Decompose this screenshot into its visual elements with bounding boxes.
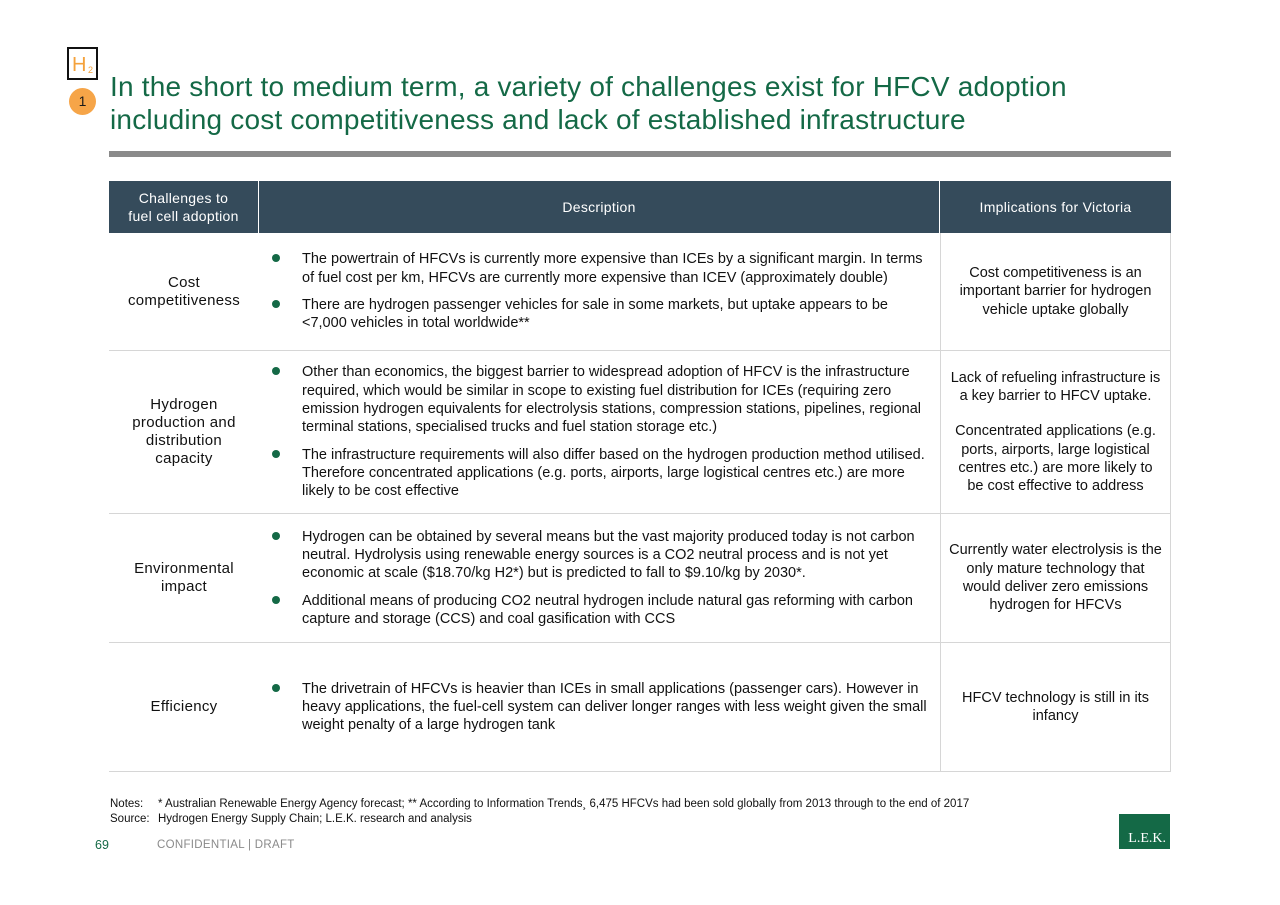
description-list <box>259 680 934 735</box>
confidentiality-label: CONFIDENTIAL | DRAFT <box>157 839 295 851</box>
challenge-label-line: Environmental <box>134 560 234 577</box>
challenge-label-line: Cost <box>167 273 201 291</box>
description-bullet <box>259 446 934 501</box>
h2-logo <box>67 47 98 80</box>
challenge-cell <box>109 643 259 771</box>
description-list <box>259 250 934 332</box>
header-challenges-line-1: Challenges to <box>138 190 229 206</box>
section-badge: 1 <box>69 88 96 115</box>
challenge-label-line: Hydrogen <box>150 396 218 413</box>
source-label: Source: <box>110 812 150 825</box>
bullet-dot-icon <box>272 367 280 375</box>
lek-logo: L.E.K. <box>1119 814 1170 849</box>
description-text: The infrastructure requirements will also differ based on the hydrogen production method utilised. Therefore concentrated applications (e.g. ports, airports, large logistical centres etc.) are more likely to be cost effective <box>302 446 925 500</box>
challenge-cell <box>109 514 259 642</box>
page-title-line-1: In the short to medium term, a variety of challenges exist for HFCV adoption <box>110 71 1067 102</box>
challenge-label-line: impact <box>161 578 207 595</box>
implication-text: Concentrated applications (e.g. ports, airports, large logistical centres etc.) are more likely to be cost effective to address <box>955 423 1156 495</box>
page-title-line-2: including cost competitiveness and lack of established infrastructure <box>110 104 966 135</box>
description-list <box>259 363 934 500</box>
title-divider <box>109 151 1171 157</box>
bullet-dot-icon <box>272 596 280 604</box>
table-row-environment <box>109 514 1171 643</box>
h2-logo-subscript: 2 <box>88 65 94 75</box>
notes-text: * Australian Renewable Energy Agency forecast; ** According to Information Trends¸ 6,475 HFCVs had been sold globally from 2013 through to the end of 2017 <box>158 798 970 810</box>
bullet-dot-icon <box>272 300 280 308</box>
table-row-efficiency <box>109 643 1171 772</box>
description-cell <box>259 514 940 642</box>
challenges-table <box>109 181 1171 772</box>
description-bullet <box>259 250 934 287</box>
header-challenges-line-2: fuel cell adoption <box>128 208 239 224</box>
header-implications: Implications for Victoria <box>979 199 1132 215</box>
challenge-label-line: production and <box>132 414 236 431</box>
description-bullet <box>259 528 934 583</box>
description-text: Additional means of producing CO2 neutral hydrogen include natural gas reforming with carbon capture and storage (CCS) and coal gasification with CCS <box>302 592 913 627</box>
description-text: The drivetrain of HFCVs is heavier than ICEs in small applications (passenger cars). However in heavy applications, the fuel-cell system can deliver longer ranges with less weight given the small weight penalty of a large hydrogen tank <box>302 680 927 734</box>
implication-text: Cost competitiveness is an important barrier for hydrogen vehicle uptake globally <box>959 265 1152 318</box>
description-cell <box>259 643 940 771</box>
challenge-cell <box>109 351 259 513</box>
header-challenges <box>109 181 259 233</box>
description-bullet <box>259 680 934 735</box>
description-text: The powertrain of HFCVs is currently more expensive than ICEs by a significant margin. In terms of fuel cost per km, HFCVs are currently more expensive than ICEV (approximately double) <box>302 251 923 286</box>
implication-text: Lack of refueling infrastructure is a key barrier to HFCV uptake. <box>950 369 1161 404</box>
bullet-dot-icon <box>272 450 280 458</box>
page-number: 69 <box>95 838 109 852</box>
table-row-cost <box>109 233 1171 351</box>
h2-logo-letter: H <box>72 54 87 76</box>
bullet-dot-icon <box>272 684 280 692</box>
implication-text: HFCV technology is still in its infancy <box>962 689 1149 724</box>
table-header <box>109 181 1171 233</box>
footnotes <box>110 797 969 826</box>
implications-cell <box>940 643 1171 771</box>
description-text: Other than economics, the biggest barrier to widespread adoption of HFCV is the infrastructure required, which would be similar in scope to existing fuel distribution for ICEs (requiring zero emission hydrogen equivalents for electrolysis stations, compression stations, pipelines, regional terminal stations, specialised trucks and fuel station storage etc.) <box>302 364 921 436</box>
challenge-label-line: capacity <box>155 450 213 467</box>
source-text: Hydrogen Energy Supply Chain; L.E.K. research and analysis <box>158 812 472 825</box>
bullet-dot-icon <box>272 532 280 540</box>
description-bullet <box>259 363 934 436</box>
description-bullet <box>259 296 934 333</box>
challenge-cell <box>109 233 259 350</box>
notes-label: Notes: <box>110 798 144 810</box>
challenge-label-line: competitiveness <box>127 291 241 309</box>
challenge-label-line: distribution <box>145 432 223 449</box>
description-cell <box>259 351 940 513</box>
implications-cell <box>940 514 1171 642</box>
description-cell <box>259 233 940 350</box>
description-list <box>259 528 934 628</box>
description-text: Hydrogen can be obtained by several means but the vast majority produced today is not carbon neutral. Hydrolysis using renewable energy sources is a CO2 neutral process and is not yet economic at scale ($18.70/kg H2*) but is predicted to fall to $9.10/kg by 2030*. <box>302 528 915 582</box>
description-text: There are hydrogen passenger vehicles for sale in some markets, but uptake appears to be <7,000 vehicles in total worldwide** <box>302 297 888 332</box>
page-title <box>110 70 1190 136</box>
notes-line <box>110 797 969 812</box>
implications-cell <box>940 351 1171 513</box>
bullet-dot-icon <box>272 254 280 262</box>
table-row-infrastructure <box>109 351 1171 514</box>
implication-text: Currently water electrolysis is the only mature technology that would deliver zero emissions hydrogen for HFCVs <box>949 542 1162 614</box>
description-bullet <box>259 592 934 629</box>
implications-cell <box>940 233 1171 350</box>
source-line <box>110 812 969 827</box>
challenge-label-line: Efficiency <box>150 698 218 715</box>
header-description: Description <box>259 181 940 233</box>
